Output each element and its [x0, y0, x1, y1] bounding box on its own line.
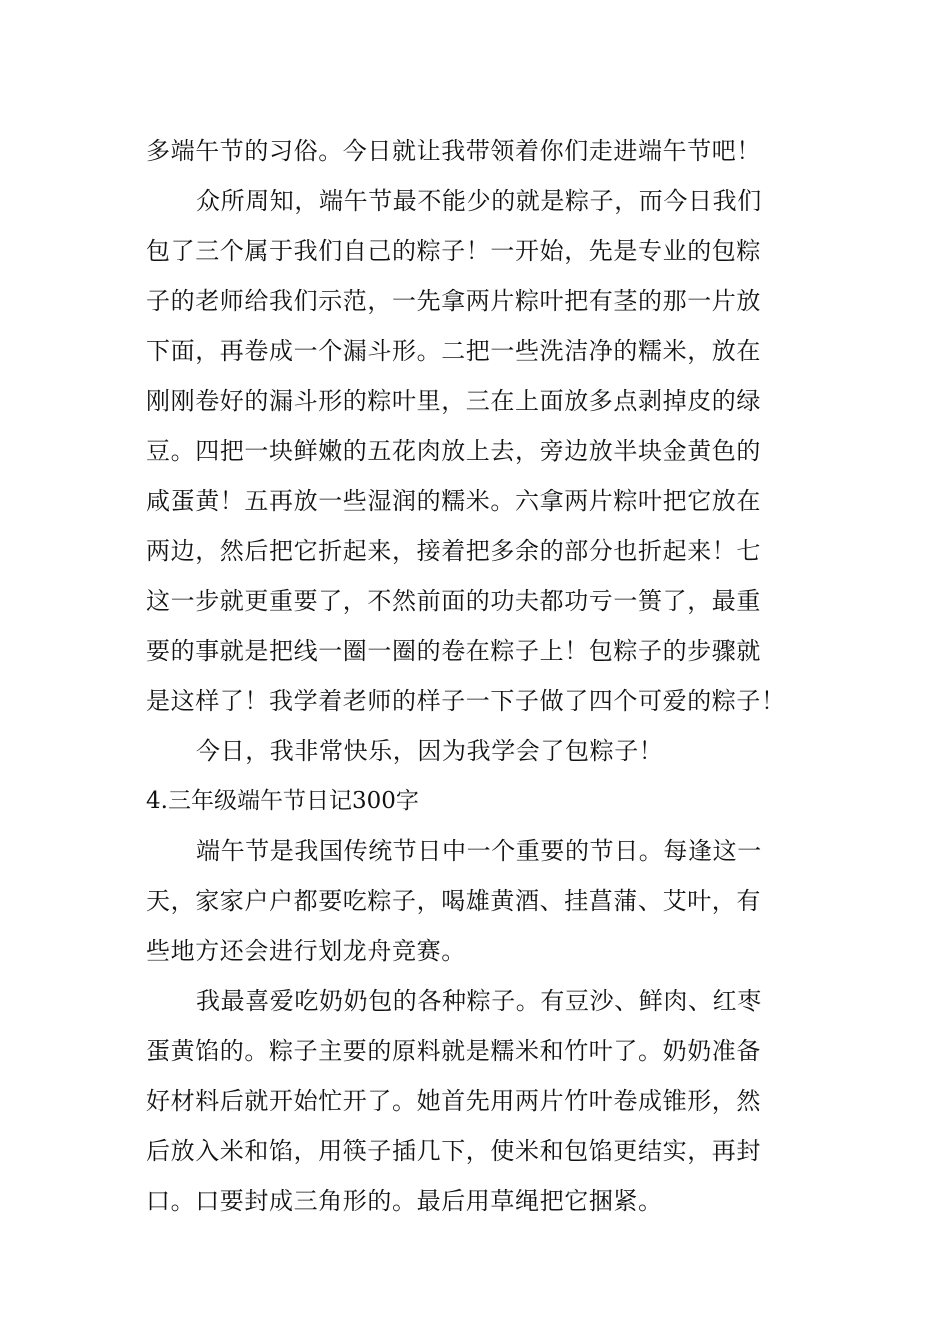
text-line: 多端午节的习俗。今日就让我带领着你们走进端午节吧！ [146, 137, 761, 165]
paragraph-start-line: 我最喜爱吃奶奶包的各种粽子。有豆沙、鲜肉、红枣 [196, 987, 762, 1015]
paragraph-start-line: 众所周知，端午节最不能少的就是粽子，而今日我们 [196, 187, 762, 215]
section-heading: 4.三年级端午节日记300字 [146, 788, 419, 814]
text-line: 子的老师给我们示范，一先拿两片粽叶把有茎的那一片放 [146, 287, 761, 315]
document-page [146, 126, 808, 1226]
paragraph-start-line: 今日，我非常快乐，因为我学会了包粽子！ [196, 737, 664, 765]
text-line: 下面，再卷成一个漏斗形。二把一些洗洁净的糯米，放在 [146, 337, 761, 365]
text-line: 咸蛋黄！五再放一些湿润的糯米。六拿两片粽叶把它放在 [146, 487, 761, 515]
paragraph-start-line: 端午节是我国传统节日中一个重要的节日。每逢这一 [196, 837, 762, 865]
text-line: 好材料后就开始忙开了。她首先用两片竹叶卷成锥形，然 [146, 1087, 761, 1115]
text-line: 包了三个属于我们自己的粽子！一开始，先是专业的包粽 [146, 237, 761, 265]
text-line: 豆。四把一块鲜嫩的五花肉放上去，旁边放半块金黄色的 [146, 437, 761, 465]
text-line: 些地方还会进行划龙舟竞赛。 [146, 937, 466, 965]
text-line: 这一步就更重要了，不然前面的功夫都功亏一篑了，最重 [146, 587, 761, 615]
text-line: 刚刚卷好的漏斗形的粽叶里，三在上面放多点剥掉皮的绿 [146, 387, 761, 415]
text-line: 蛋黄馅的。粽子主要的原料就是糯米和竹叶了。奶奶准备 [146, 1037, 761, 1065]
text-line: 要的事就是把线一圈一圈的卷在粽子上！包粽子的步骤就 [146, 637, 761, 665]
text-line: 后放入米和馅，用筷子插几下，使米和包馅更结实，再封 [146, 1137, 761, 1165]
text-line: 口。口要封成三角形的。最后用草绳把它捆紧。 [146, 1187, 663, 1215]
text-line: 两边，然后把它折起来，接着把多余的部分也折起来！七 [146, 537, 761, 565]
text-line: 是这样了！我学着老师的样子一下子做了四个可爱的粽子！ [146, 687, 786, 715]
text-line: 天，家家户户都要吃粽子，喝雄黄酒、挂菖蒲、艾叶，有 [146, 887, 761, 915]
